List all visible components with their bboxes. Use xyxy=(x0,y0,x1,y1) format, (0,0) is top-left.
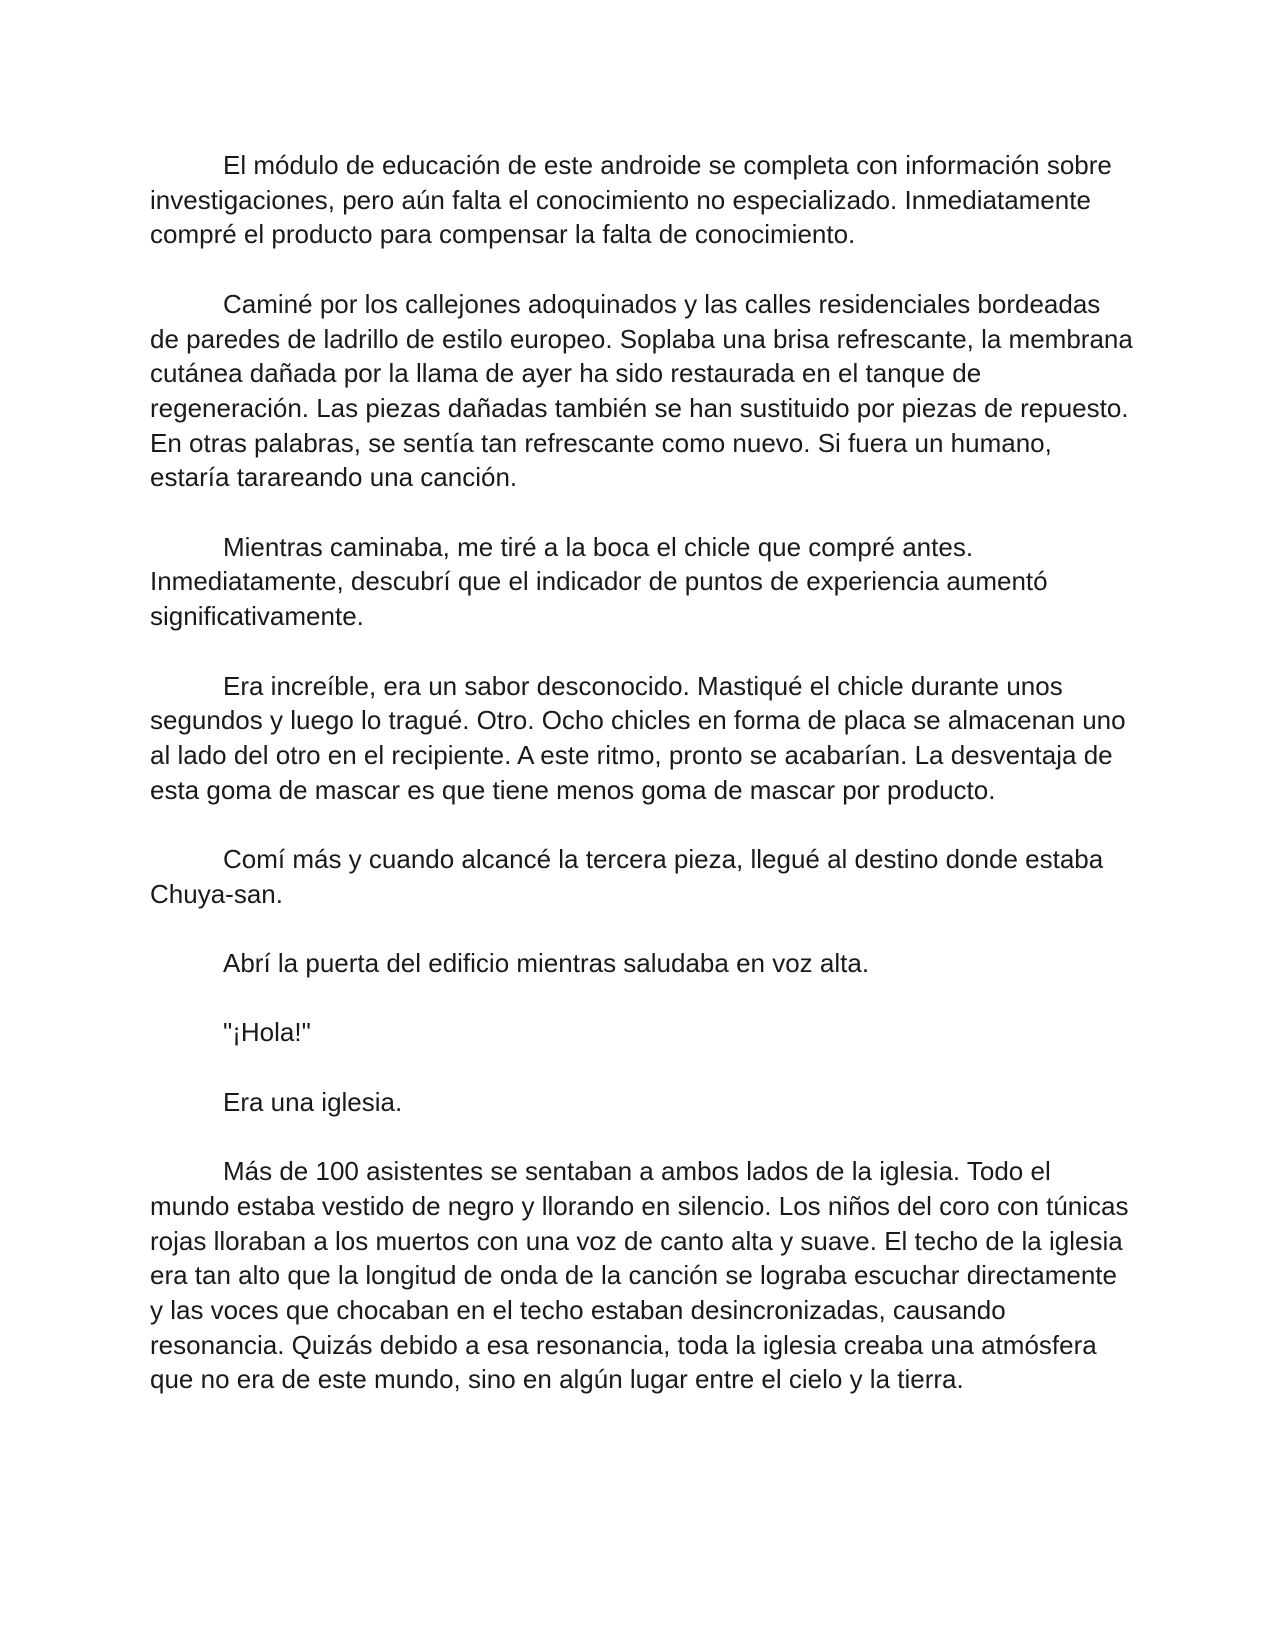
paragraph-5: Comí más y cuando alcancé la tercera pieza, llegué al destino donde estaba Chuya-san. xyxy=(150,844,1104,909)
paragraph-9: Más de 100 asistentes se sentaban a ambos lados de la iglesia. Todo el mundo estaba vestido de negro y llorando en silencio. Los niños del coro con túnicas rojas lloraban a los muertos con una voz de canto alta y suave. El techo de la iglesia era tan alto que la longitud de onda de la canción se lograba escuchar directamente y las voces que chocaban en el techo estaban desincronizadas, causando resonancia. Quizás debido a esa resonancia, toda la iglesia creaba una atmósfera que no era de este mundo, sino en algún lugar entre el cielo y la tierra. xyxy=(150,1156,1129,1395)
paragraph-2: Caminé por los callejones adoquinados y las calles residenciales bordeadas de paredes de ladrillo de estilo europeo. Soplaba una brisa refrescante, la membrana cutánea dañada por la llama de ayer ha sido restaurada en el tanque de regeneración. Las piezas dañadas también se han sustituido por piezas de repuesto. En otras palabras, se sentía tan refrescante como nuevo. Si fuera un humano, estaría tarareando una canción. xyxy=(150,288,1133,493)
paragraph-6: Abrí la puerta del edificio mientras saludaba en voz alta. xyxy=(223,948,870,979)
document-body xyxy=(150,148,1135,1432)
paragraph-8: Era una iglesia. xyxy=(223,1086,403,1117)
paragraph-7: "¡Hola!" xyxy=(223,1017,311,1048)
paragraph-4: Era increíble, era un sabor desconocido. Mastiqué el chicle durante unos segundos y luego lo tragué. Otro. Ocho chicles en forma de placa se almacenan uno al lado del otro en el recipiente. A este ritmo, pronto se acabarían. La desventaja de esta goma de mascar es que tiene menos goma de mascar por producto. xyxy=(150,670,1126,805)
paragraph-1: El módulo de educación de este androide se completa con información sobre investigaciones, pero aún falta el conocimiento no especializado. Inmediatamente compré el producto para compensar la falta de conocimiento. xyxy=(150,150,1112,250)
paragraph-3: Mientras caminaba, me tiré a la boca el chicle que compré antes. Inmediatamente, descubrí que el indicador de puntos de experiencia aumentó significativamente. xyxy=(150,531,1048,632)
